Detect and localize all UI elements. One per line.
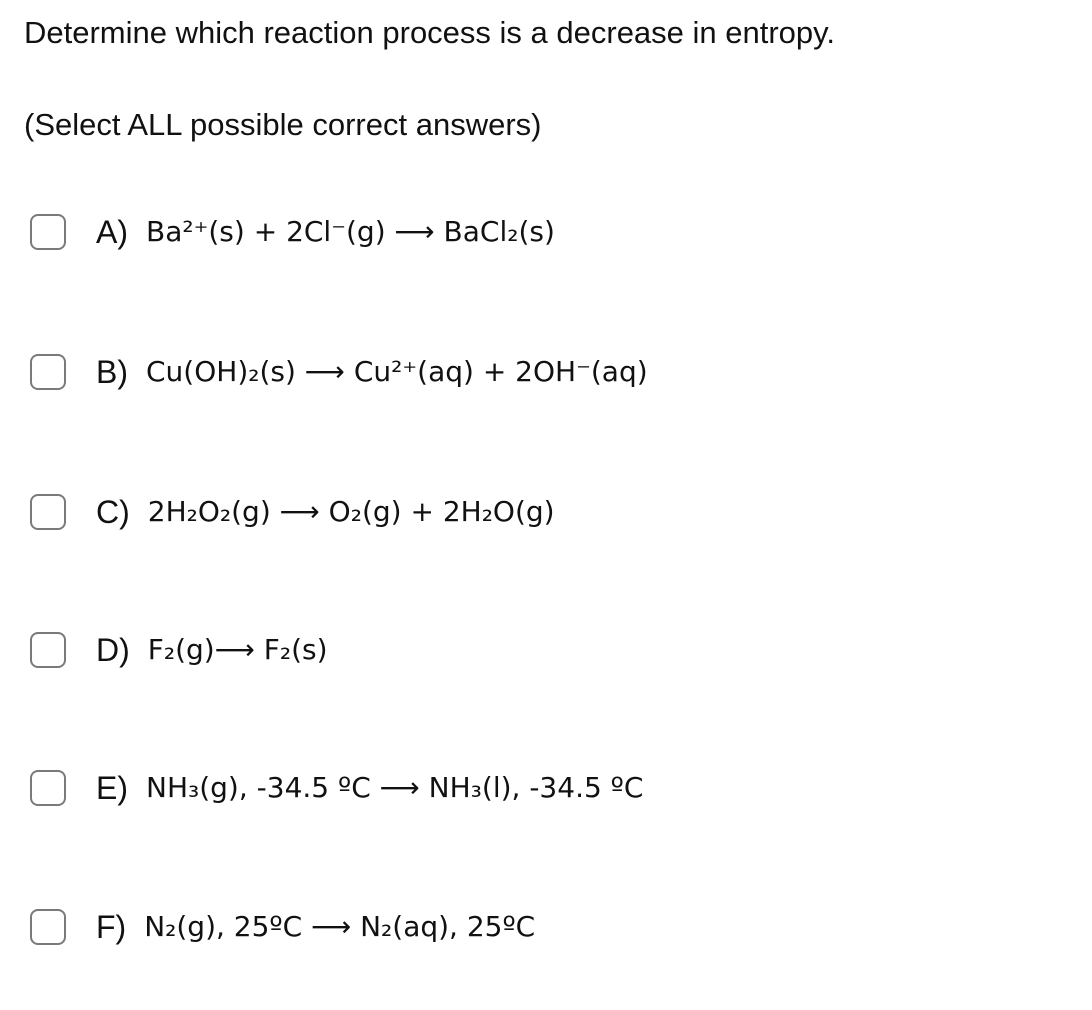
option-f[interactable] [30,905,535,949]
checkbox-a[interactable] [30,214,66,250]
question-prompt: Determine which reaction process is a decrease in entropy. [24,15,835,50]
checkbox-b[interactable] [30,354,66,390]
option-e-letter: E) [96,770,128,806]
option-d-equation: F₂(g)⟶ F₂(s) [147,633,328,666]
option-c[interactable] [30,490,555,534]
option-b-equation: Cu(OH)₂(s) ⟶ Cu²⁺(aq) + 2OH⁻(aq) [146,355,648,388]
option-b[interactable] [30,350,648,394]
option-f-equation: N₂(g), 25ºC ⟶ N₂(aq), 25ºC [144,910,536,943]
checkbox-f[interactable] [30,909,66,945]
option-c-equation: 2H₂O₂(g) ⟶ O₂(g) + 2H₂O(g) [147,495,555,528]
option-a-equation: Ba²⁺(s) + 2Cl⁻(g) ⟶ BaCl₂(s) [146,215,555,248]
option-f-letter: F) [96,909,127,945]
option-b-letter: B) [96,354,128,390]
option-a-letter: A) [96,214,128,250]
option-d-letter: D) [96,632,130,668]
question-instruction: (Select ALL possible correct answers) [24,107,542,142]
checkbox-d[interactable] [30,632,66,668]
option-a[interactable] [30,210,555,254]
option-e-equation: NH₃(g), -34.5 ºC ⟶ NH₃(l), -34.5 ºC [146,771,644,804]
checkbox-c[interactable] [30,494,66,530]
checkbox-e[interactable] [30,770,66,806]
option-d[interactable] [30,628,328,672]
option-e[interactable] [30,766,643,810]
option-c-letter: C) [96,494,130,530]
